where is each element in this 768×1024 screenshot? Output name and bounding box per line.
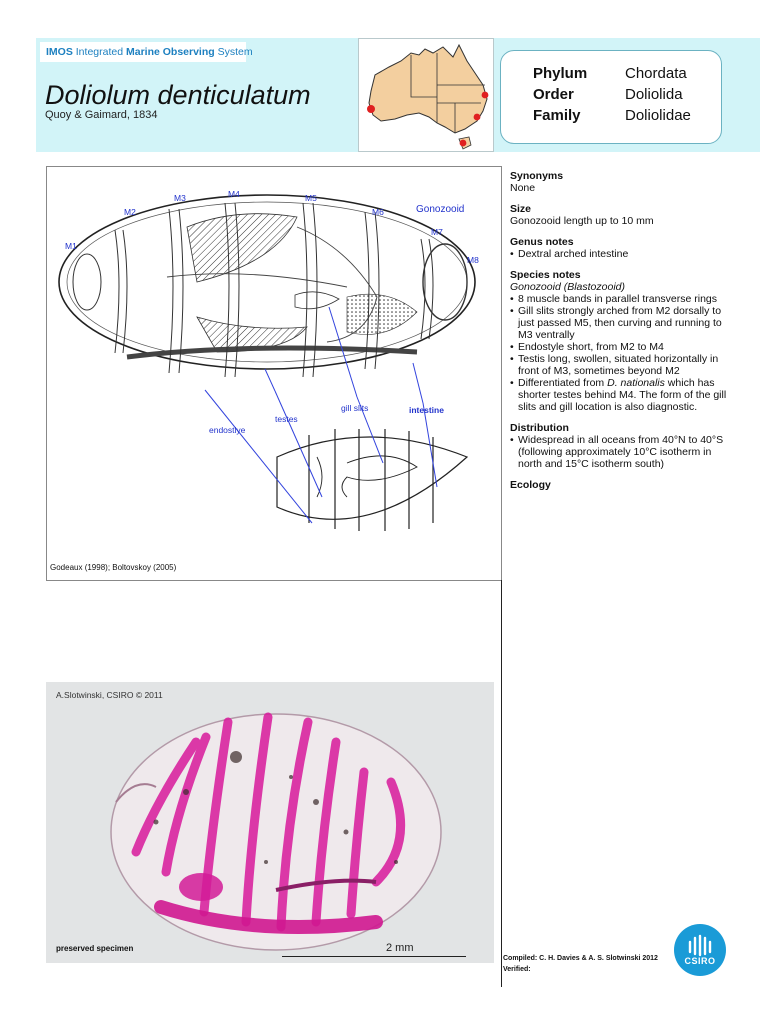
taxonomy-row-phylum: Phylum Chordata bbox=[533, 65, 687, 82]
compiled-text: Compiled: C. H. Davies & A. S. Slotwinski 2012 bbox=[503, 955, 658, 962]
australia-map-icon bbox=[359, 39, 493, 151]
testes-label: testes bbox=[275, 414, 298, 424]
taxonomy-row-family: Family Doliolidae bbox=[533, 107, 691, 124]
species-notes-subtitle: Gonozooid (Blastozooid) bbox=[510, 281, 625, 293]
size-text: Gonozooid length up to 10 mm bbox=[510, 215, 654, 227]
species-name: Doliolum denticulatum bbox=[45, 80, 311, 110]
muscle-label-m7: M7 bbox=[431, 227, 443, 237]
intestine-label: intestine bbox=[409, 405, 444, 415]
endostyle-label: endostlye bbox=[209, 425, 246, 435]
csiro-logo bbox=[674, 924, 726, 976]
taxonomy-box bbox=[500, 50, 722, 144]
genus-note-item: • Dextral arched intestine bbox=[510, 248, 736, 260]
species-notes-section bbox=[510, 269, 736, 413]
muscle-label-m3: M3 bbox=[174, 193, 186, 203]
stained-specimen-image bbox=[46, 682, 494, 963]
stage-label: Gonozooid bbox=[416, 204, 465, 215]
distribution-section bbox=[510, 422, 736, 470]
species-note-item: • Testis long, swollen, situated horizontally in front of M3, sometimes beyond M2 bbox=[510, 353, 736, 377]
species-note-item: • Gill slits strongly arched from M2 dorsally to just passed M5, then curving and running to M3 ventrally bbox=[510, 305, 736, 341]
imos-logo-text: IMOS Integrated Marine Observing System bbox=[46, 46, 253, 58]
compiled-credit bbox=[503, 953, 658, 975]
specimen-photo bbox=[46, 682, 494, 963]
size-section bbox=[510, 203, 736, 227]
muscle-label-m8: M8 bbox=[467, 255, 479, 265]
photo-caption: preserved specimen bbox=[56, 944, 134, 953]
ecology-section bbox=[510, 479, 736, 491]
species-note-item: • 8 muscle bands in parallel transverse rings bbox=[510, 293, 736, 305]
genus-notes-section bbox=[510, 236, 736, 260]
header-banner bbox=[36, 38, 760, 152]
ecology-heading: Ecology bbox=[510, 479, 551, 491]
distribution-heading: Distribution bbox=[510, 422, 569, 434]
anatomy-diagram bbox=[46, 166, 502, 581]
taxonomy-row-order: Order Doliolida bbox=[533, 86, 683, 103]
species-info-panel bbox=[510, 170, 736, 500]
verified-text: Verified: bbox=[503, 966, 531, 973]
synonyms-text: None bbox=[510, 182, 536, 194]
species-note-item: • Differentiated from D. nationalis which has shorter testes behind M4. The form of the gill slits and gill location is also diagnostic. bbox=[510, 377, 736, 413]
column-divider bbox=[501, 580, 502, 987]
synonyms-heading: Synonyms bbox=[510, 170, 564, 182]
species-note-item: • Endostyle short, from M2 to M4 bbox=[510, 341, 736, 353]
species-notes-heading: Species notes bbox=[510, 269, 581, 281]
muscle-label-m2: M2 bbox=[124, 207, 136, 217]
scale-label: 2 mm bbox=[386, 942, 414, 954]
gill-slits-label: gill slits bbox=[341, 403, 369, 413]
distribution-map bbox=[358, 38, 494, 152]
scale-bar bbox=[282, 956, 466, 957]
muscle-label-m5: M5 bbox=[305, 193, 317, 203]
csiro-logo-icon bbox=[674, 924, 726, 976]
synonyms-section bbox=[510, 170, 736, 194]
muscle-label-m4: M4 bbox=[228, 189, 240, 199]
species-author: Quoy & Gaimard, 1834 bbox=[45, 109, 158, 121]
muscle-label-m6: M6 bbox=[372, 207, 384, 217]
imos-logo bbox=[40, 42, 253, 62]
csiro-logo-text: CSIRO bbox=[684, 956, 716, 966]
diagram-citation: Godeaux (1998); Boltovskoy (2005) bbox=[50, 563, 177, 572]
size-heading: Size bbox=[510, 203, 532, 215]
genus-notes-heading: Genus notes bbox=[510, 236, 574, 248]
muscle-label-m1: M1 bbox=[65, 241, 77, 251]
distribution-item: • Widespread in all oceans from 40°N to 40°S (following approximately 10°C isotherm in north and 15°C isotherm south) bbox=[510, 434, 736, 470]
photo-credit: A.Slotwinski, CSIRO © 2011 bbox=[56, 690, 163, 700]
